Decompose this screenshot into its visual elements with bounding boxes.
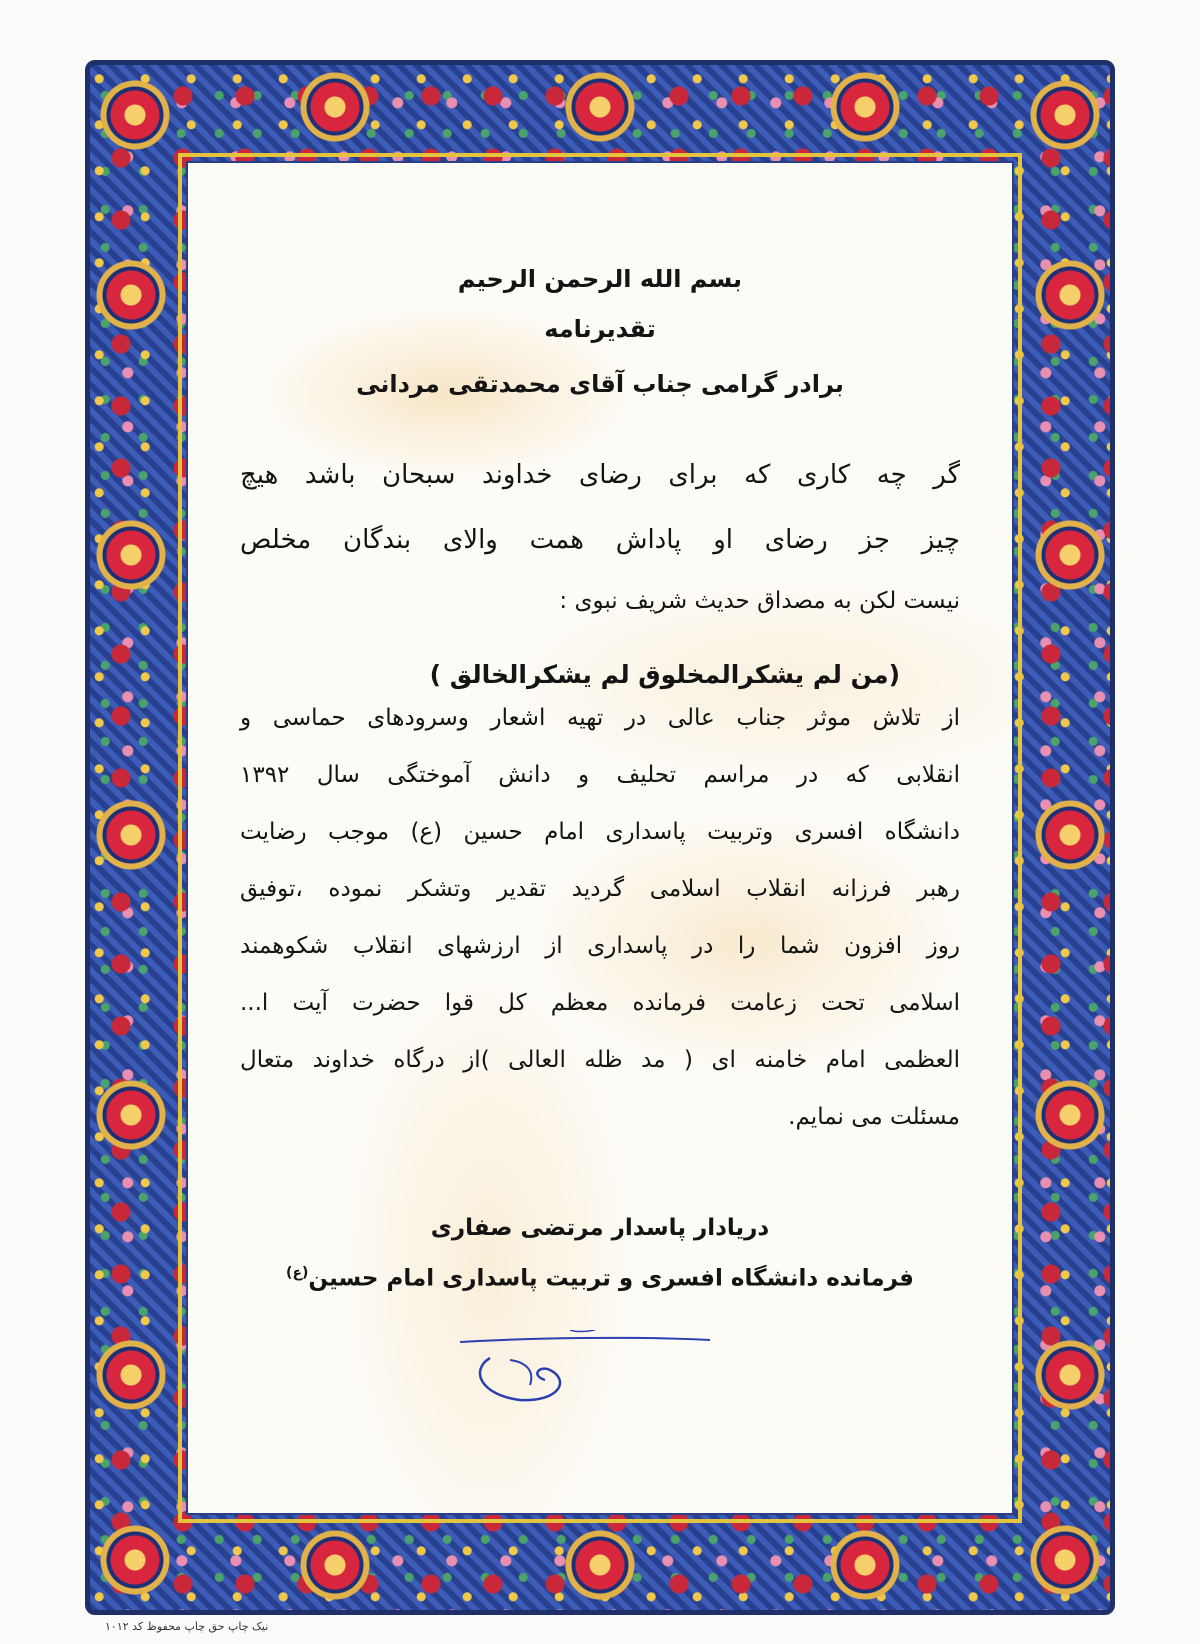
border-medallion: [96, 520, 166, 590]
border-medallion: [1030, 1525, 1100, 1595]
border-medallion: [1030, 80, 1100, 150]
signer-title-suffix: (ع): [286, 1265, 309, 1281]
hadith-quote: (من لم یشکرالمخلوق لم یشکرالخالق ): [429, 660, 900, 689]
border-medallion: [96, 800, 166, 870]
body-line: گر چه کاری که برای رضای خداوند سبحان باشد هیچ: [240, 460, 960, 490]
body-line: انقلابی که در مراسم تحلیف و دانش آموختگی سال ۱۳۹۲: [240, 762, 960, 788]
printer-note: نیک چاپ حق چاپ محفوظ کد ۱۰۱۲: [105, 1620, 269, 1633]
border-medallion: [100, 80, 170, 150]
handwritten-signature: [450, 1330, 720, 1410]
document-title: تقدیرنامه: [544, 315, 656, 343]
body-line: رهبر فرزانه انقلاب اسلامی گردید تقدیر وتشکر نموده ،توفیق: [240, 876, 960, 902]
border-medallion: [565, 1530, 635, 1600]
border-medallion: [96, 1080, 166, 1150]
border-medallion: [100, 1525, 170, 1595]
border-medallion: [1035, 520, 1105, 590]
body-line: نیست لکن به مصداق حدیث شریف نبوی :: [559, 588, 960, 614]
body-line: از تلاش موثر جناب عالی در تهیه اشعار وسرودهای حماسی و: [240, 705, 960, 731]
border-medallion: [96, 260, 166, 330]
border-medallion: [830, 1530, 900, 1600]
border-medallion: [300, 1530, 370, 1600]
border-medallion: [1035, 800, 1105, 870]
border-medallion: [1035, 260, 1105, 330]
body-line: مسئلت می نمایم.: [788, 1104, 960, 1130]
border-medallion: [300, 72, 370, 142]
border-medallion: [830, 72, 900, 142]
body-line: دانشگاه افسری وتربیت پاسداری امام حسین (ع) موجب رضایت: [240, 819, 960, 845]
body-line: روز افزون شما را در پاسداری از ارزشهای انقلاب شکوهمند: [240, 933, 960, 959]
signer-title: [240, 1265, 960, 1292]
body-line: العظمی امام خامنه ای ( مد ظله العالی )از درگاه خداوند متعال: [240, 1047, 960, 1073]
signer-title-text: فرمانده دانشگاه افسری و تربیت پاسداری امام حسین: [308, 1265, 914, 1292]
border-medallion: [565, 72, 635, 142]
body-line: اسلامی تحت زعامت فرمانده معظم کل قوا حضرت آیت ا...: [240, 990, 960, 1016]
border-medallion: [1035, 1340, 1105, 1410]
body-line: چیز جز رضای او پاداش همت والای بندگان مخلص: [240, 525, 960, 555]
bismillah-heading: بسم الله الرحمن الرحیم: [457, 265, 743, 293]
border-medallion: [96, 1340, 166, 1410]
signer-name: دریادار پاسدار مرتضی صفاری: [430, 1215, 770, 1241]
recipient-line: برادر گرامی جناب آقای محمدتقی مردانی: [356, 370, 844, 398]
certificate-text: [240, 250, 960, 1470]
border-medallion: [1035, 1080, 1105, 1150]
